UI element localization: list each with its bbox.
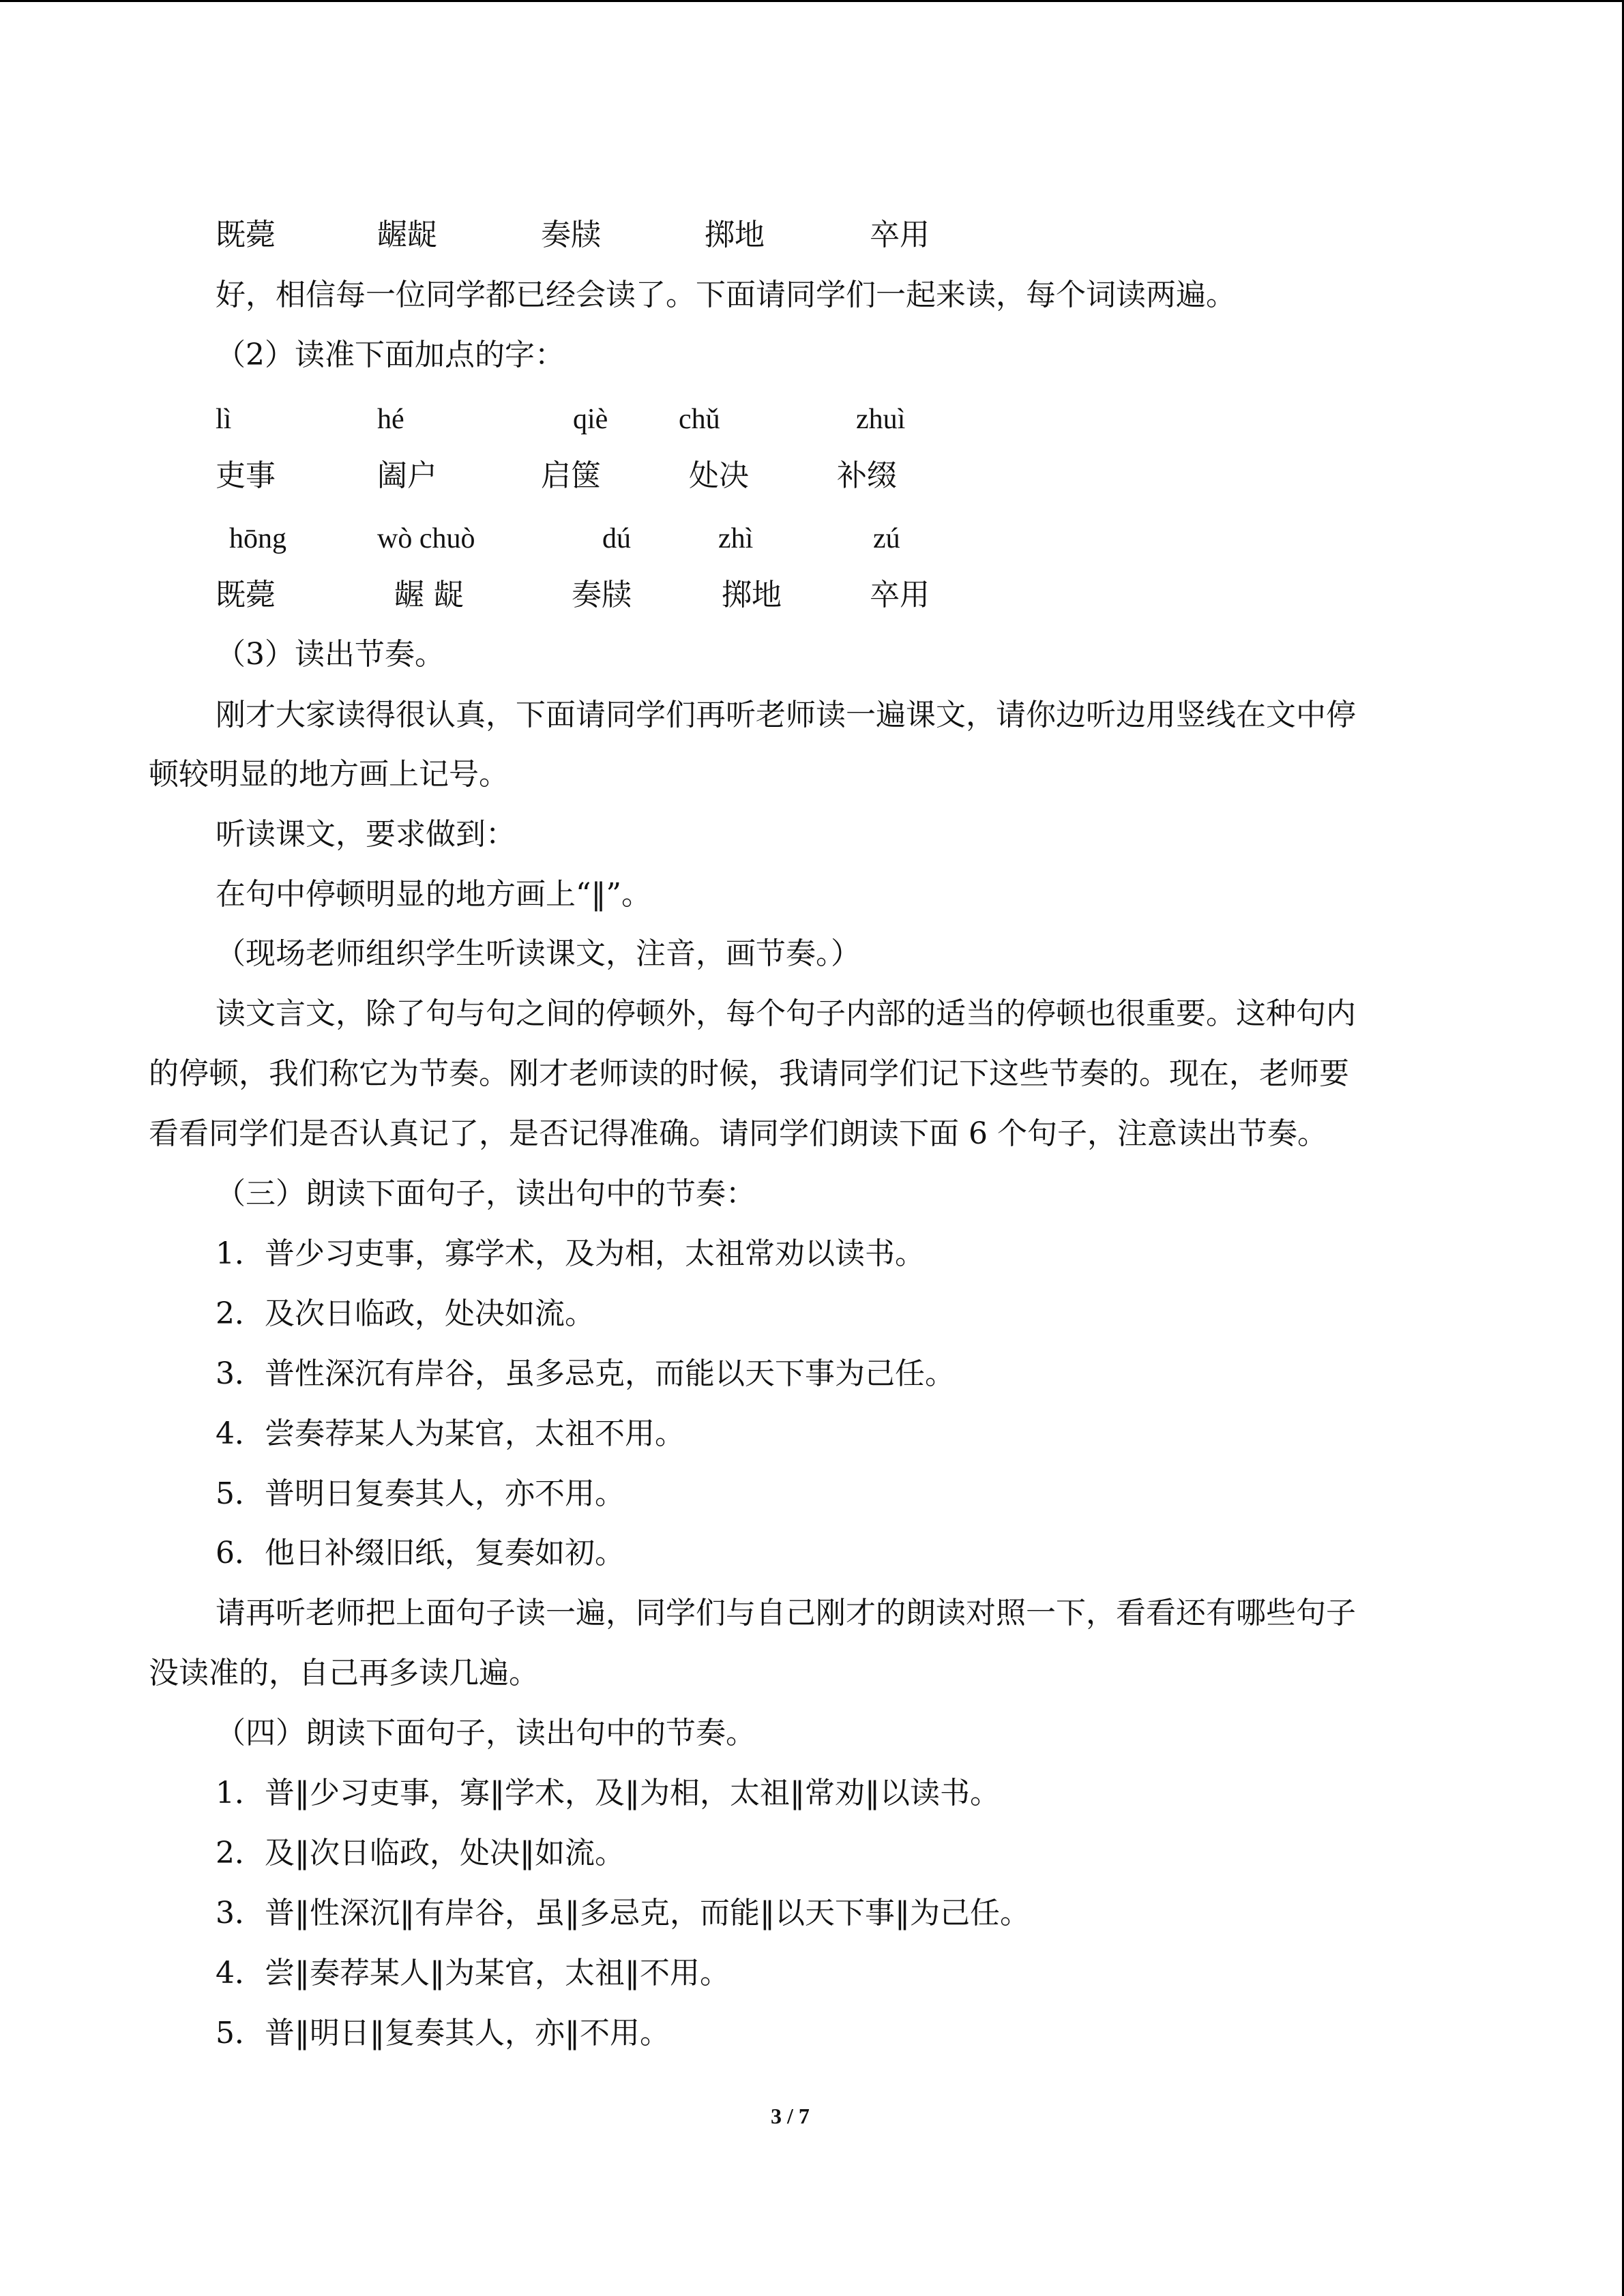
- pinyin: dú: [602, 523, 631, 554]
- section-3-title: （三）朗读下面句子，读出句中的节奏：: [216, 1176, 756, 1211]
- word: 阖户: [377, 458, 437, 493]
- page-number: 3 / 7: [771, 2104, 810, 2128]
- word: 处决: [689, 458, 749, 493]
- paragraph-listen-cont: 顿较明显的地方画上记号。: [149, 757, 509, 792]
- section-3-item: 3．普性深沉有岸谷，虽多忌克，而能以天下事为己任。: [216, 1356, 955, 1391]
- pinyin: hé: [377, 404, 404, 435]
- pinyin: chǔ: [679, 404, 720, 435]
- section-4-item: 1．普‖少习吏事，寡‖学术，及‖为相，太祖‖常劝‖以读书。: [216, 1776, 1000, 1810]
- paragraph-mark: 在句中停顿明显的地方画上“‖”。: [216, 877, 651, 912]
- word: 启箧: [541, 458, 601, 493]
- paragraph-requirement: 听读课文，要求做到：: [216, 817, 516, 852]
- word: 卒用: [870, 578, 930, 612]
- paragraph-scene: （现场老师组织学生听读课文，注音，画节奏。）: [216, 936, 861, 971]
- pinyin: lì: [216, 404, 232, 435]
- section-3-item: 6．他日补缀旧纸，复奏如初。: [216, 1536, 625, 1570]
- paragraph-again-cont: 没读准的，自己再多读几遍。: [149, 1656, 539, 1690]
- word: 掷地: [722, 578, 782, 612]
- word: 龌 龊: [394, 578, 464, 612]
- section-4-item: 2．及‖次日临政，处决‖如流。: [216, 1836, 625, 1870]
- word: 奏牍: [572, 578, 632, 612]
- section-3-item: 4．尝奏荐某人为某官，太祖不用。: [216, 1416, 685, 1451]
- heading-3: （3）读出节奏。: [216, 637, 445, 672]
- pinyin: wò chuò: [377, 523, 475, 554]
- section-3-item: 1．普少习吏事，寡学术，及为相，太祖常劝以读书。: [216, 1236, 925, 1271]
- top-word: 奏牍: [541, 218, 601, 252]
- pinyin: zú: [873, 523, 900, 554]
- pinyin: qiè: [573, 404, 608, 435]
- section-4-item: 4．尝‖奏荐某人‖为某官，太祖‖不用。: [216, 1956, 730, 1991]
- paragraph-wenyan-cont: 看看同学们是否认真记了，是否记得准确。请同学们朗读下面 6 个句子，注意读出节奏。: [149, 1116, 1327, 1151]
- top-word: 既薨: [216, 218, 276, 252]
- top-word: 龌龊: [377, 218, 437, 252]
- top-word: 掷地: [705, 218, 765, 252]
- word: 既薨: [216, 578, 276, 612]
- section-3-item: 2．及次日临政，处决如流。: [216, 1296, 595, 1331]
- pinyin: zhuì: [856, 404, 906, 435]
- word: 补缀: [837, 458, 897, 493]
- section-4-title: （四）朗读下面句子，读出句中的节奏。: [216, 1716, 756, 1750]
- paragraph-good: 好，相信每一位同学都已经会读了。下面请同学们一起来读，每个词读两遍。: [216, 278, 1236, 312]
- paragraph-wenyan-cont: 的停顿，我们称它为节奏。刚才老师读的时候，我请同学们记下这些节奏的。现在，老师要: [149, 1056, 1349, 1091]
- paragraph-wenyan: 读文言文，除了句与句之间的停顿外，每个句子内部的适当的停顿也很重要。这种句内: [216, 996, 1356, 1031]
- pinyin: hōng: [229, 523, 286, 554]
- paragraph-again: 请再听老师把上面句子读一遍，同学们与自己刚才的朗读对照一下，看看还有哪些句子: [216, 1596, 1356, 1630]
- heading-2: （2）读准下面加点的字：: [216, 338, 565, 372]
- section-4-item: 3．普‖性深沉‖有岸谷，虽‖多忌克，而能‖以天下事‖为己任。: [216, 1896, 1030, 1930]
- word: 吏事: [216, 458, 276, 493]
- paragraph-listen: 刚才大家读得很认真，下面请同学们再听老师读一遍课文，请你边听边用竖线在文中停: [216, 698, 1356, 732]
- section-3-item: 5．普明日复奏其人，亦不用。: [216, 1476, 625, 1511]
- top-word: 卒用: [870, 218, 930, 252]
- pinyin: zhì: [718, 523, 754, 554]
- section-4-item: 5．普‖明日‖复奏其人，亦‖不用。: [216, 2016, 670, 2051]
